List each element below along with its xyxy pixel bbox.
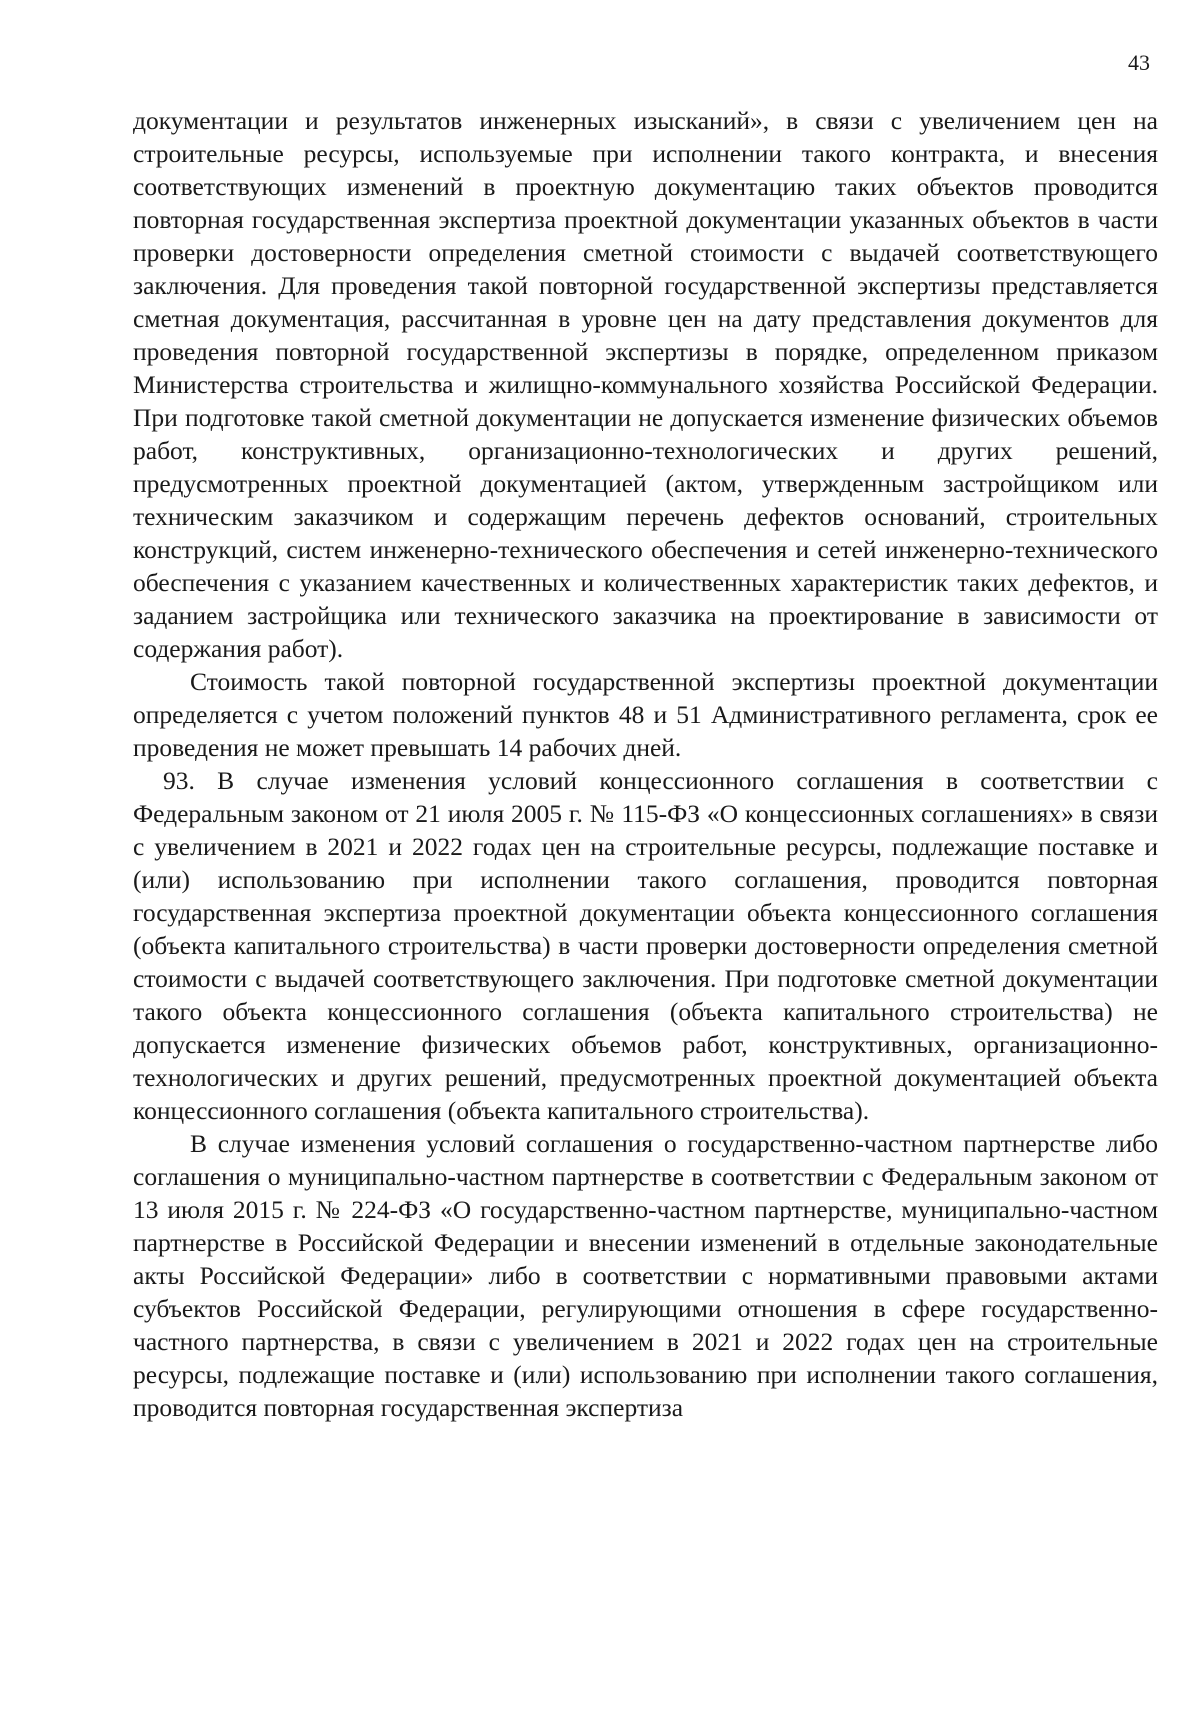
paragraph-expertise-cost: Стоимость такой повторной государственной экспертизы проектной документации определяется с учетом положений пунктов 48 и 51 Административного регламента, срок ее проведения не может превышать 14 рабочих дней. [133, 667, 1158, 762]
paragraph-public-private-partnership: В случае изменения условий соглашения о государственно-частном партнерстве либо соглашения о муниципально-частном партнерстве в соответствии с Федеральным законом от 13 июля 2015 г. № 224-ФЗ «О государственно-частном партнерстве, муниципально-частном партнерстве в Российской Федерации и внесении изменений в отдельные законодательные акты Российской Федерации» либо в соответствии с нормативными правовыми актами субъектов Российской Федерации, регулирующими отношения в сфере государственно-частного партнерства, в связи с увеличением в 2021 и 2022 годах цен на строительные ресурсы, подлежащие поставке и (или) использованию при исполнении такого соглашения, проводится повторная государственная экспертиза [133, 1129, 1158, 1422]
document-body [133, 104, 1158, 1424]
paragraph-clause-93: 93. В случае изменения условий концессионного соглашения в соответствии с Федеральным законом от 21 июля 2005 г. № 115-ФЗ «О концессионных соглашениях» в связи с увеличением в 2021 и 2022 годах цен на строительные ресурсы, подлежащие поставке и (или) использованию при исполнении такого соглашения, проводится повторная государственная экспертиза проектной документации объекта концессионного соглашения (объекта капитального строительства) в части проверки достоверности определения сметной стоимости с выдачей соответствующего заключения. При подготовке сметной документации такого объекта концессионного соглашения (объекта капитального строительства) не допускается изменение физических объемов работ, конструктивных, организационно-технологических и других решений, предусмотренных проектной документацией объекта концессионного соглашения (объекта капитального строительства). [133, 766, 1158, 1125]
page-number: 43 [1128, 50, 1150, 75]
paragraph-continuation: документации и результатов инженерных изысканий», в связи с увеличением цен на строительные ресурсы, используемые при исполнении такого контракта, и внесения соответствующих изменений в проектную документацию таких объектов проводится повторная государственная экспертиза проектной документации указанных объектов в части проверки достоверности определения сметной стоимости с выдачей соответствующего заключения. Для проведения такой повторной государственной экспертизы представляется сметная документация, рассчитанная в уровне цен на дату представления документов для проведения повторной государственной экспертизы в порядке, определенном приказом Министерства строительства и жилищно-коммунального хозяйства Российской Федерации. При подготовке такой сметной документации не допускается изменение физических объемов работ, конструктивных, организационно-технологических и других решений, предусмотренных проектной документацией (актом, утвержденным застройщиком или техническим заказчиком и содержащим перечень дефектов оснований, строительных конструкций, систем инженерно-технического обеспечения и сетей инженерно-технического обеспечения с указанием качественных и количественных характеристик таких дефектов, и заданием застройщика или технического заказчика на проектирование в зависимости от содержания работ). [133, 106, 1158, 663]
